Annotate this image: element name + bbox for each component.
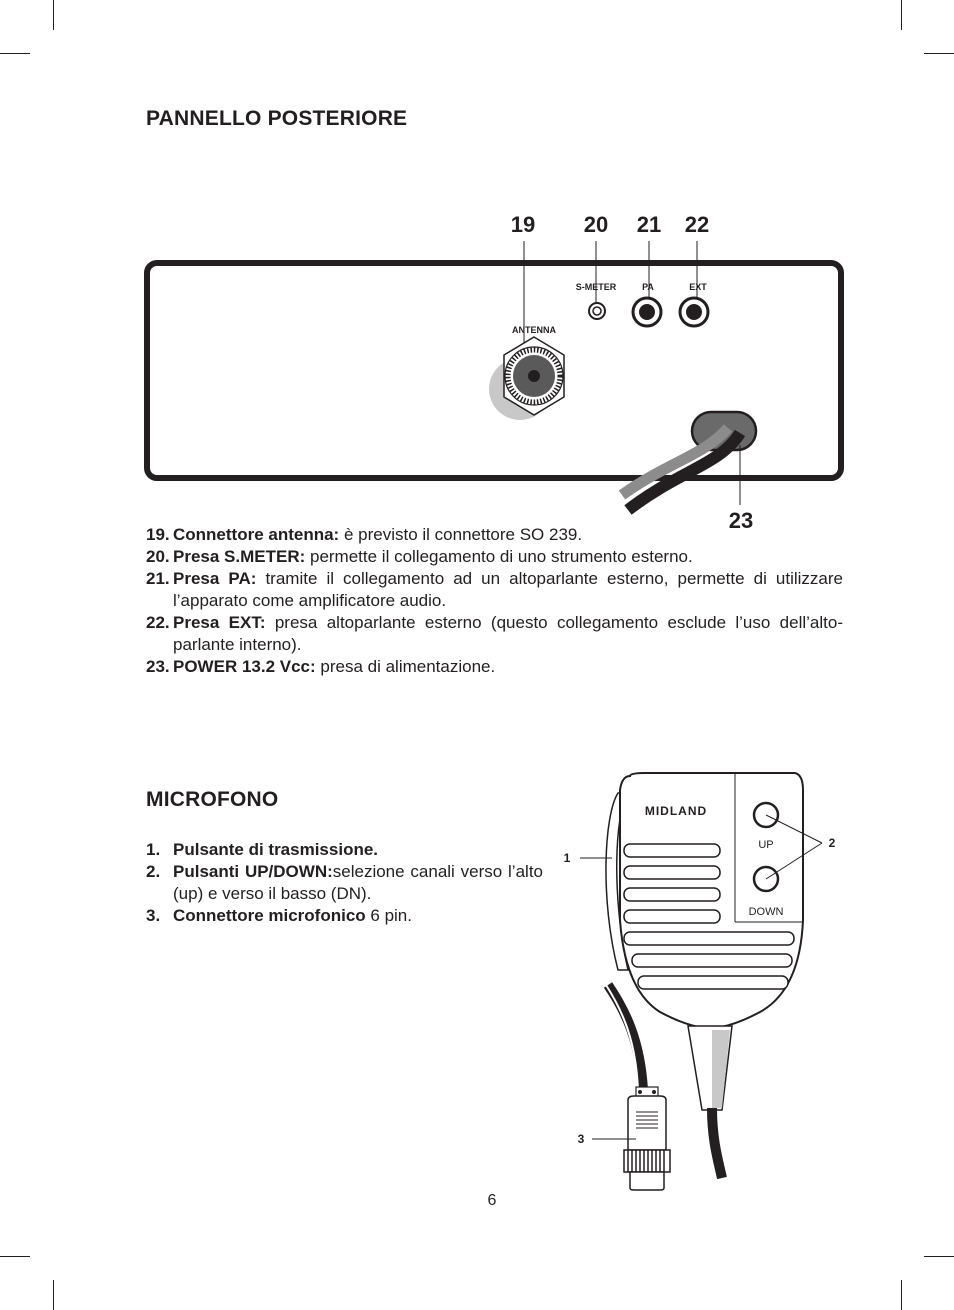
label-antenna: ANTENNA xyxy=(512,325,556,335)
list-item: 20. Presa S.METER: permette il collegamento di uno strumento esterno. xyxy=(146,547,693,566)
callout-1: 1 xyxy=(563,851,571,865)
microphone-title: MICROFONO xyxy=(146,788,279,811)
rear-panel-list xyxy=(146,524,843,678)
microphone-diagram xyxy=(540,765,860,1195)
crop-mark xyxy=(53,1280,54,1310)
label-pa: PA xyxy=(642,282,654,292)
crop-mark xyxy=(901,0,902,30)
smeter-jack xyxy=(589,303,605,319)
list-item: 21. Presa PA: tramite il collegamento ad un altoparlante esterno, permette di utilizzare l’apparato come amplificatore audio. xyxy=(146,569,843,610)
up-label: UP xyxy=(758,839,774,851)
callout-21: 21 xyxy=(636,212,662,237)
callout-23: 23 xyxy=(728,508,754,533)
ext-jack xyxy=(680,298,708,326)
label-ext: EXT xyxy=(689,282,707,292)
rear-panel-diagram xyxy=(0,195,954,535)
page-number: 6 xyxy=(487,1192,497,1209)
microphone-list xyxy=(146,839,543,927)
list-item: 3. Connettore microfonico 6 pin. xyxy=(146,906,412,925)
crop-mark xyxy=(0,1256,30,1257)
list-item: 2. Pulsanti UP/DOWN:selezione canali verso l’alto (up) e verso il basso (DN). xyxy=(146,862,543,903)
down-label: DOWN xyxy=(748,906,784,918)
callout-2: 2 xyxy=(828,836,836,850)
list-item: 1. Pulsante di trasmissione. xyxy=(146,840,379,859)
list-item: 19. Connettore antenna: è previsto il connettore SO 239. xyxy=(146,525,583,544)
callout-22: 22 xyxy=(684,212,710,237)
callout-19: 19 xyxy=(510,212,536,237)
callout-3: 3 xyxy=(577,1132,585,1146)
brand-logo: MIDLAND xyxy=(644,804,708,818)
crop-mark xyxy=(53,0,54,30)
crop-mark xyxy=(924,53,954,54)
crop-mark xyxy=(924,1256,954,1257)
crop-mark xyxy=(901,1280,902,1310)
label-smeter: S-METER xyxy=(575,282,617,292)
crop-mark xyxy=(0,53,30,54)
pa-jack xyxy=(633,298,661,326)
list-item: 23. POWER 13.2 Vcc: presa di alimentazione. xyxy=(146,657,496,676)
callout-20: 20 xyxy=(583,212,609,237)
list-item: 22. Presa EXT: presa altoparlante esterno (questo collegamento esclude l’uso dell’alto-parlante interno). xyxy=(146,613,843,654)
rear-panel-title: PANNELLO POSTERIORE xyxy=(146,107,408,130)
cord xyxy=(712,1108,722,1178)
